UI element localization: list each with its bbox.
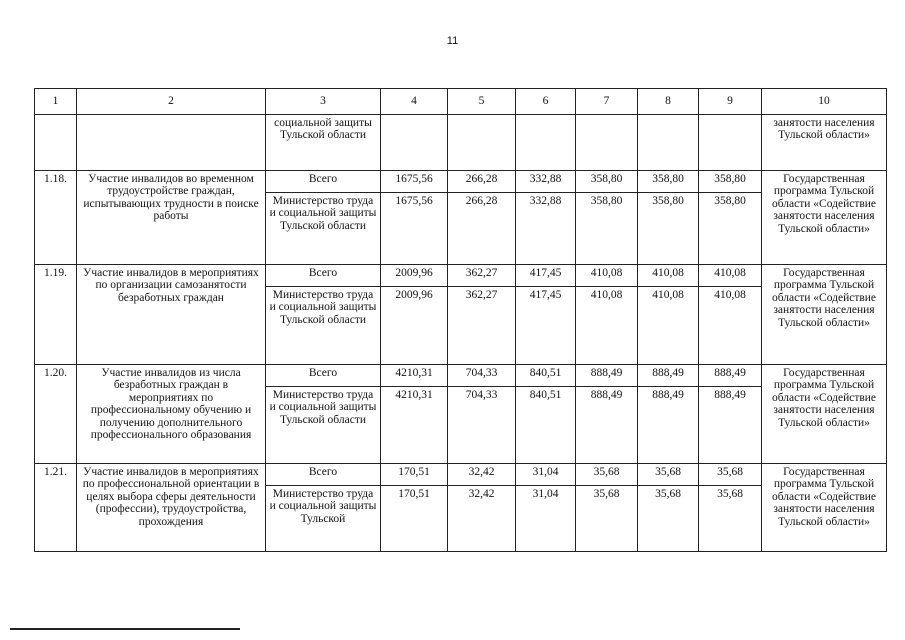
column-header: 8 xyxy=(638,89,699,115)
table-header-row xyxy=(35,89,887,115)
total-value: 704,33 xyxy=(448,365,516,387)
column-header: 3 xyxy=(266,89,381,115)
item-number: 1.20. xyxy=(35,365,77,464)
empty-cell xyxy=(77,115,266,171)
executor-cell: социальной защиты Тульской области xyxy=(266,115,381,171)
total-value: 170,51 xyxy=(381,464,448,486)
column-header: 2 xyxy=(77,89,266,115)
funding-source-cell: Государственная программа Тульской области «Содействие занятости населения Тульской области» xyxy=(762,265,887,365)
column-header: 7 xyxy=(576,89,638,115)
funding-source-cell: Государственная программа Тульской области «Содействие занятости населения Тульской области» xyxy=(762,171,887,265)
table-row xyxy=(35,171,887,193)
total-value: 888,49 xyxy=(576,365,638,387)
funding-source-cell: занятости населения Тульской области» xyxy=(762,115,887,171)
total-value: 840,51 xyxy=(516,365,576,387)
item-number: 1.21. xyxy=(35,464,77,552)
continuation-row xyxy=(35,115,887,171)
total-value: 332,88 xyxy=(516,171,576,193)
funding-source-cell: Государственная программа Тульской области «Содействие занятости населения Тульской области» xyxy=(762,365,887,464)
executor-cell: Министерство труда и социальной защиты Тульской области xyxy=(266,287,381,365)
item-name: Участие инвалидов в мероприятиях по профессиональной ориентации в целях выбора сферы деятельности (профессии), трудоустройства, прохождения xyxy=(77,464,266,552)
total-value: 410,08 xyxy=(576,265,638,287)
executor-value: 704,33 xyxy=(448,387,516,464)
item-name: Участие инвалидов во временном трудоустройстве граждан, испытывающих трудности в поиске работы xyxy=(77,171,266,265)
total-value: 35,68 xyxy=(699,464,762,486)
total-value: 358,80 xyxy=(638,171,699,193)
executor-value: 410,08 xyxy=(638,287,699,365)
executor-value: 410,08 xyxy=(576,287,638,365)
executor-value: 170,51 xyxy=(381,486,448,552)
executor-value: 1675,56 xyxy=(381,193,448,265)
total-value: 362,27 xyxy=(448,265,516,287)
executor-value: 840,51 xyxy=(516,387,576,464)
empty-cell xyxy=(638,115,699,171)
item-number: 1.19. xyxy=(35,265,77,365)
column-header: 10 xyxy=(762,89,887,115)
page-number: 11 xyxy=(446,35,459,47)
total-value: 417,45 xyxy=(516,265,576,287)
total-value: 358,80 xyxy=(576,171,638,193)
footer-rule xyxy=(10,628,240,630)
total-label: Всего xyxy=(266,365,381,387)
empty-cell xyxy=(516,115,576,171)
executor-value: 2009,96 xyxy=(381,287,448,365)
executor-cell: Министерство труда и социальной защиты Тульской области xyxy=(266,387,381,464)
executor-value: 362,27 xyxy=(448,287,516,365)
total-label: Всего xyxy=(266,265,381,287)
total-value: 888,49 xyxy=(699,365,762,387)
executor-value: 31,04 xyxy=(516,486,576,552)
total-value: 358,80 xyxy=(699,171,762,193)
executor-cell: Министерство труда и социальной защиты Тульской xyxy=(266,486,381,552)
executor-value: 888,49 xyxy=(638,387,699,464)
item-name: Участие инвалидов из числа безработных граждан в мероприятиях по профессиональному обучению и получению дополнительного профессионального образования xyxy=(77,365,266,464)
column-header: 9 xyxy=(699,89,762,115)
executor-value: 35,68 xyxy=(576,486,638,552)
total-value: 31,04 xyxy=(516,464,576,486)
total-value: 35,68 xyxy=(638,464,699,486)
item-number: 1.18. xyxy=(35,171,77,265)
total-value: 2009,96 xyxy=(381,265,448,287)
total-value: 35,68 xyxy=(576,464,638,486)
table-row xyxy=(35,365,887,387)
column-header: 6 xyxy=(516,89,576,115)
item-name: Участие инвалидов в мероприятиях по организации самозанятости безработных граждан xyxy=(77,265,266,365)
total-value: 32,42 xyxy=(448,464,516,486)
empty-cell xyxy=(576,115,638,171)
executor-value: 888,49 xyxy=(576,387,638,464)
funding-source-cell: Государственная программа Тульской области «Содействие занятости населения Тульской области» xyxy=(762,464,887,552)
total-label: Всего xyxy=(266,464,381,486)
executor-cell: Министерство труда и социальной защиты Тульской области xyxy=(266,193,381,265)
total-value: 410,08 xyxy=(699,265,762,287)
empty-cell xyxy=(699,115,762,171)
executor-value: 332,88 xyxy=(516,193,576,265)
executor-value: 35,68 xyxy=(638,486,699,552)
total-label: Всего xyxy=(266,171,381,193)
empty-cell xyxy=(35,115,77,171)
executor-value: 266,28 xyxy=(448,193,516,265)
executor-value: 358,80 xyxy=(638,193,699,265)
total-value: 888,49 xyxy=(638,365,699,387)
empty-cell xyxy=(381,115,448,171)
total-value: 4210,31 xyxy=(381,365,448,387)
executor-value: 417,45 xyxy=(516,287,576,365)
total-value: 1675,56 xyxy=(381,171,448,193)
executor-value: 4210,31 xyxy=(381,387,448,464)
total-value: 266,28 xyxy=(448,171,516,193)
column-header: 1 xyxy=(35,89,77,115)
column-header: 5 xyxy=(448,89,516,115)
table-row xyxy=(35,464,887,486)
empty-cell xyxy=(448,115,516,171)
executor-value: 888,49 xyxy=(699,387,762,464)
executor-value: 410,08 xyxy=(699,287,762,365)
executor-value: 35,68 xyxy=(699,486,762,552)
program-table xyxy=(34,88,887,552)
column-header: 4 xyxy=(381,89,448,115)
executor-value: 358,80 xyxy=(699,193,762,265)
executor-value: 358,80 xyxy=(576,193,638,265)
total-value: 410,08 xyxy=(638,265,699,287)
table-row xyxy=(35,265,887,287)
executor-value: 32,42 xyxy=(448,486,516,552)
